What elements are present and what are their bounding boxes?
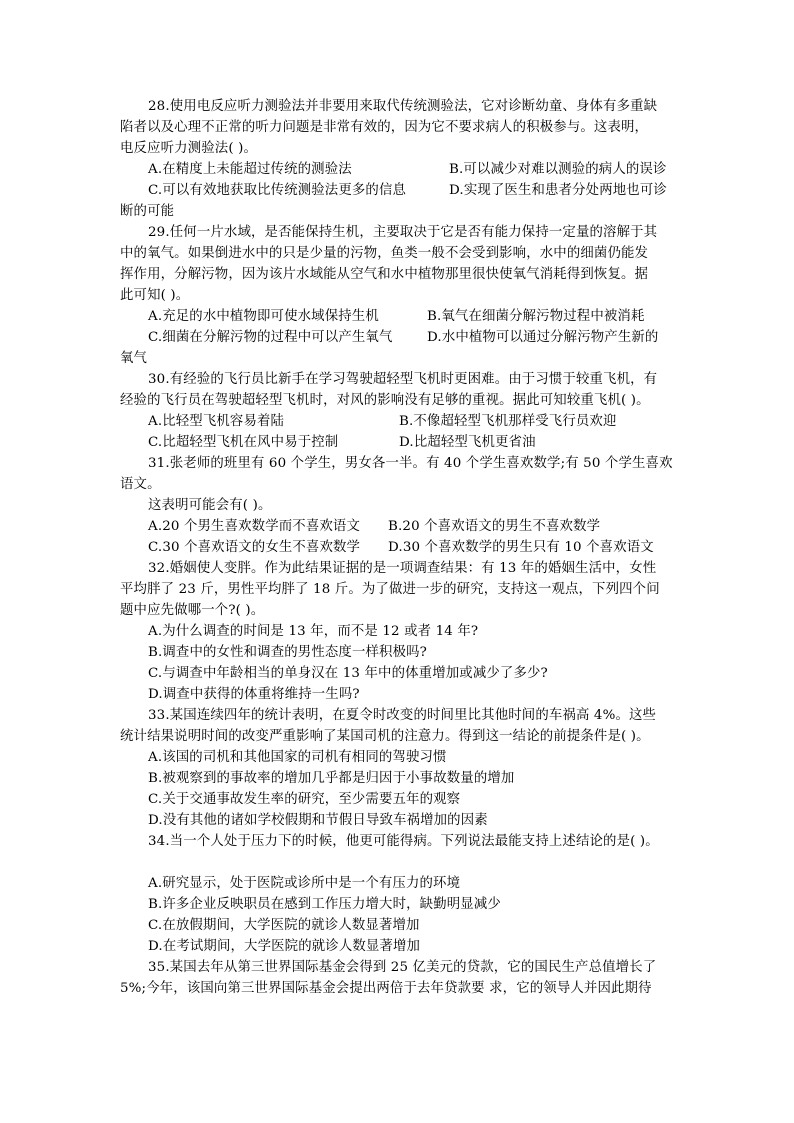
q31-stem-line-2: 语文。 [120,477,161,492]
q29-option-d: D.水中植物可以通过分解污物产生新的 [427,330,659,345]
q31-stem-line-3: 这表明可能会有( )。 [148,498,272,513]
q28-option-d-cont: 断的可能 [120,204,175,219]
q29-option-d-cont: 氧气 [120,351,148,366]
q28-stem-line-2: 陷者以及心理不正常的听力问题是非常有效的，因为它不要求病人的积极参与。这表明， [120,120,649,135]
q30-option-b: B.不像超轻型飞机那样受飞行员欢迎 [399,414,617,429]
q31-option-d: D.30 个喜欢数学的男生只有 10 个喜欢语文 [388,540,654,555]
q32-stem-line-3: 题中应先做哪一个?( )。 [120,603,265,618]
q28-stem-line-3: 电反应听力测验法( )。 [120,141,258,156]
q33-option-a: A.该国的司机和其他国家的司机有相同的驾驶习惯 [148,750,447,765]
q29-option-c: C.细菌在分解污物的过程中可以产生氧气 [148,330,393,345]
q30-stem-line-1: 30.有经验的飞行员比新手在学习驾驶超轻型飞机时更困难。由于习惯于较重飞机，有 [148,372,658,387]
q29-stem-line-3: 挥作用，分解污物，因为该片水域能从空气和水中植物那里很快使氧气消耗得到恢复。据 [120,267,649,282]
q29-stem-line-4: 此可知( )。 [120,288,190,303]
q33-option-d: D.没有其他的诸如学校假期和节假日导致车祸增加的因素 [148,813,488,828]
q33-option-c: C.关于交通事故发生率的研究，至少需要五年的观察 [148,792,461,807]
q30-option-c: C.比超轻型飞机在风中易于控制 [148,435,339,450]
q28-option-d: D.实现了医生和患者分处两地也可诊 [449,183,667,198]
q31-option-a: A.20 个男生喜欢数学而不喜欢语文 [148,519,360,534]
q30-stem-line-2: 经验的飞行员在驾驶超轻型飞机时，对风的影响没有足够的重视。据此可知较重飞机( )。 [120,393,650,408]
q32-option-b: B.调查中的女性和调查的男性态度一样积极吗? [148,645,427,660]
q32-stem-line-2: 平均胖了 23 斤，男性平均胖了 18 斤。为了做进一步的研究，支持这一观点，下列四个问 [120,582,660,597]
q30-option-a: A.比轻型飞机容易着陆 [148,414,285,429]
q34-option-b: B.许多企业反映职员在感到工作压力增大时，缺勤明显减少 [148,897,501,912]
q33-stem-line-1: 33.某国连续四年的统计表明，在夏令时改变的时间里比其他时间的车祸高 4%。这些 [148,708,657,723]
q28-option-b: B.可以减少对难以测验的病人的误诊 [449,162,667,177]
q31-stem-line-1: 31.张老师的班里有 60 个学生，男女各一半。有 40 个学生喜欢数学;有 50 个学生喜欢 [148,456,673,471]
q31-option-b: B.20 个喜欢语文的男生不喜欢数学 [388,519,601,534]
q29-stem-line-1: 29.任何一片水域，是否能保持生机，主要取决于它是否有能力保持一定量的溶解于其 [148,225,658,240]
q28-stem-line-1: 28.使用电反应听力测验法并非要用来取代传统测验法，它对诊断幼童、身体有多重缺 [148,99,658,114]
q31-option-c: C.30 个喜欢语文的女生不喜欢数学 [148,540,361,555]
q35-stem-line-2: 5%;今年，该国向第三世界国际基金会提出两倍于去年贷款要 求，它的领导人并因此期待 [120,981,652,996]
q32-option-d: D.调查中获得的体重将维持一生吗? [148,687,360,702]
q33-option-b: B.被观察到的事故率的增加几乎都是归因于小事故数量的增加 [148,771,515,786]
q34-option-d: D.在考试期间，大学医院的就诊人数显著增加 [148,939,421,954]
q29-option-b: B.氧气在细菌分解污物过程中被消耗 [427,309,645,324]
q32-stem-line-1: 32.婚姻使人变胖。作为此结果证据的是一项调查结果：有 13 年的婚姻生活中，女性 [148,561,657,576]
q34-stem-line-1: 34.当一个人处于压力下的时候，他更可能得病。下列说法最能支持上述结论的是( )。 [148,834,659,849]
q28-option-a: A.在精度上未能超过传统的测验法 [148,162,352,177]
q29-stem-line-2: 中的氧气。如果倒进水中的只是少量的污物，鱼类一般不会受到影响，水中的细菌仍能发 [120,246,649,261]
q35-stem-line-1: 35.某国去年从第三世界国际基金会得到 25 亿美元的贷款，它的国民生产总值增长了 [148,960,657,975]
q33-stem-line-2: 统计结果说明时间的改变严重影响了某国司机的注意力。得到这一结论的前提条件是( )。 [120,729,650,744]
q28-option-c: C.可以有效地获取比传统测验法更多的信息 [148,183,407,198]
q32-option-c: C.与调查中年龄相当的单身汉在 13 年中的体重增加或减少了多少? [148,666,548,681]
q30-option-d: D.比超轻型飞机更省油 [399,435,536,450]
q34-option-a: A.研究显示，处于医院或诊所中是一个有压力的环境 [148,876,461,891]
q34-option-c: C.在放假期间，大学医院的就诊人数显著增加 [148,918,420,933]
q29-option-a: A.充足的水中植物即可使水域保持生机 [148,309,379,324]
q32-option-a: A.为什么调查的时间是 13 年，而不是 12 或者 14 年? [148,624,479,639]
